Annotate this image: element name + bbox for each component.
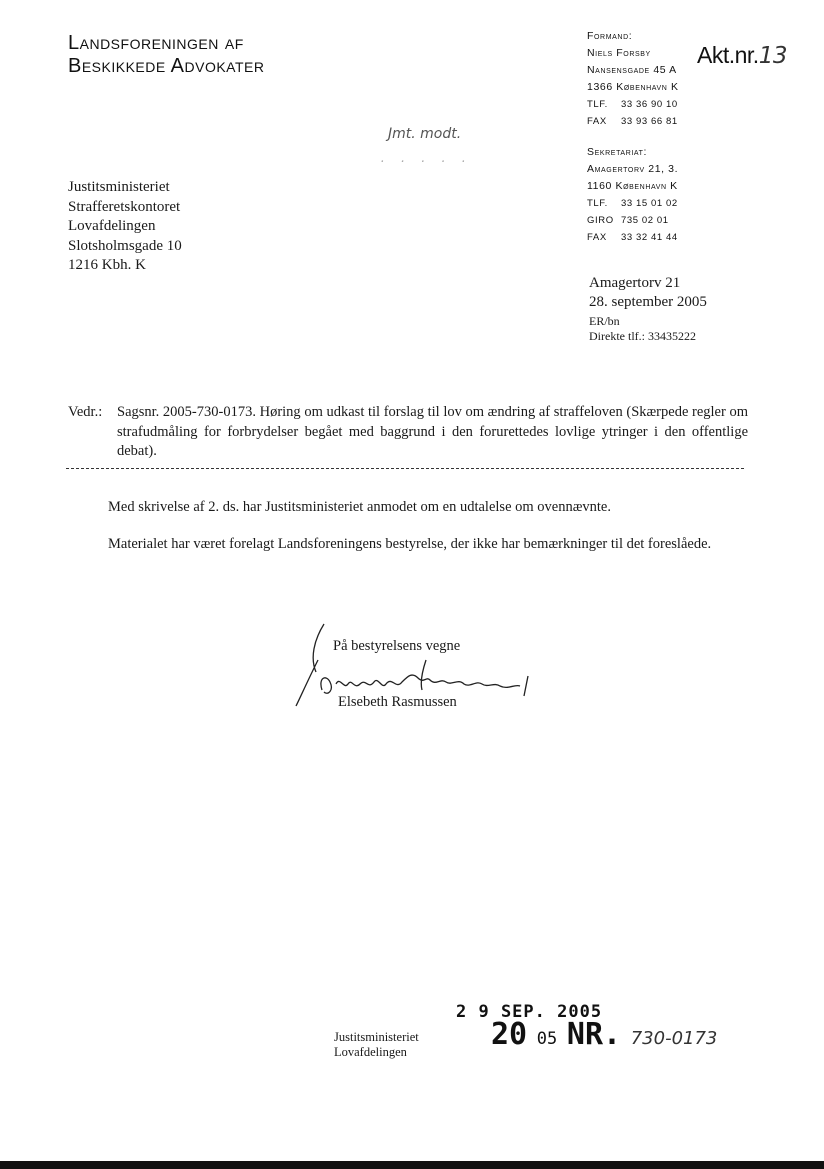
journal-number-stamp [491, 1017, 717, 1052]
recipient-address [68, 178, 182, 276]
received-mark: Jmt. modt. [388, 126, 462, 142]
signatory-name: Elsebeth Rasmussen [338, 694, 457, 710]
recipient-line5: 1216 Kbh. K [68, 257, 146, 273]
formand-phone-value: 33 36 90 10 [621, 99, 678, 110]
received-office-line2: Lovafdelingen [334, 1045, 407, 1059]
sekretariat-phone-label: TLF. [587, 198, 608, 209]
faint-stamp-smudge: · · · · · [380, 155, 472, 170]
akt-number: 13 [758, 43, 787, 69]
sekretariat-phone-value: 33 15 01 02 [621, 198, 678, 209]
journal-year-prefix: 20 [491, 1017, 528, 1052]
journal-case-number: 730-0173 [630, 1028, 718, 1049]
received-office [334, 1030, 419, 1060]
formand-fax-value: 33 93 66 81 [621, 116, 678, 127]
subject-text: Sagsnr. 2005-730-0173. Høring om udkast til forslag til lov om ændring af straffeloven (Skærpede regler om strafudmåling for forbrydelser begået med baggrund i den forurettedes lovlige ytringer i den offentlige debat). [117, 404, 748, 459]
sekretariat-address: Amagertorv 21, 3. [587, 163, 679, 175]
formand-phone-label: TLF. [587, 99, 608, 110]
formand-fax [587, 113, 679, 130]
org-name-line1: Landsforeningen af [68, 32, 244, 54]
journal-year-suffix: 05 [536, 1029, 558, 1049]
received-date-stamp: 2 9 SEP. 2005 [456, 1002, 603, 1022]
akt-prefix: Akt.nr. [697, 42, 759, 68]
sekretariat-fax-label: FAX [587, 232, 607, 243]
reference-block [589, 314, 696, 344]
received-office-line1: Justitsministeriet [334, 1030, 419, 1044]
org-name-line2: Beskikkede Advokater [68, 55, 265, 77]
journal-nr-label: NR. [566, 1017, 622, 1052]
formand-contact-block [587, 28, 679, 130]
sekretariat-phone [587, 195, 678, 212]
recipient-line2: Strafferetskontoret [68, 198, 181, 215]
formand-phone [587, 96, 679, 113]
sekretariat-city: 1160 København K [587, 180, 678, 192]
body-paragraph-2: Materialet har været forelagt Landsforeningens bestyrelse, der ikke har bemærkninger til det foreslåede. [108, 536, 712, 552]
formand-address: Nansensgade 45 A [587, 64, 677, 76]
formand-city: 1366 København K [587, 81, 679, 93]
place: Amagertorv 21 [589, 275, 681, 291]
recipient-line4: Slotsholmsgade 10 [68, 237, 182, 254]
sekretariat-giro-value: 735 02 01 [621, 215, 669, 226]
recipient-line1: Justitsministeriet [68, 179, 170, 195]
sekretariat-fax [587, 229, 678, 246]
sekretariat-fax-value: 33 32 41 44 [621, 232, 678, 243]
letter-date: 28. september 2005 [589, 294, 707, 310]
organization-name [68, 32, 264, 78]
body-paragraph-1: Med skrivelse af 2. ds. har Justitsministeriet anmodet om en udtalelse om ovennævnte. [108, 499, 611, 515]
dashed-divider [66, 468, 744, 469]
place-date [589, 274, 707, 312]
subject-line [68, 403, 748, 462]
sekretariat-contact-block [587, 144, 678, 246]
formand-label: Formand: [587, 30, 633, 42]
sekretariat-label: Sekretariat: [587, 146, 648, 158]
reference-initials: ER/bn [589, 314, 620, 328]
akt-number-stamp [697, 42, 787, 69]
direct-phone: Direkte tlf.: 33435222 [589, 329, 696, 343]
sekretariat-giro-label: GIRO [587, 215, 614, 226]
on-behalf-text: På bestyrelsens vegne [333, 638, 461, 654]
subject-label: Vedr.: [68, 404, 103, 420]
scan-edge-bar [0, 1161, 824, 1169]
formand-name: Niels Forsby [587, 47, 651, 59]
formand-fax-label: FAX [587, 116, 607, 127]
recipient-line3: Lovafdelingen [68, 218, 156, 234]
sekretariat-giro [587, 212, 678, 229]
